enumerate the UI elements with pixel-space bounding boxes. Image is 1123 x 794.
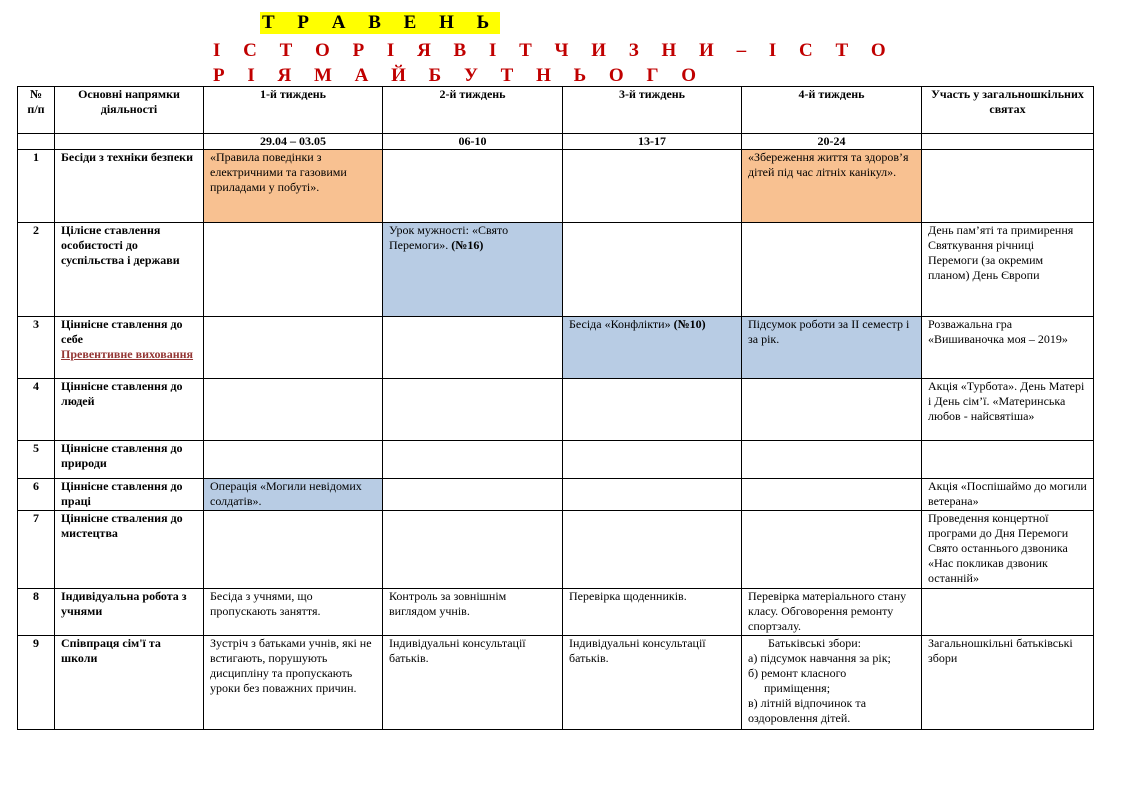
header-direction: Основні напрямки діяльності [55, 87, 204, 134]
cell-week-2: Контроль за зовнішнім виглядом учнів. [383, 589, 563, 636]
cell-week-3 [563, 150, 742, 223]
row-number: 3 [18, 317, 55, 379]
row-direction: Цілісне ставлення особистості до суспільства і держави [55, 223, 204, 317]
cell-week-2 [383, 511, 563, 589]
table-row [18, 479, 1094, 511]
header-holidays: Участь у загальношкільних святах [922, 87, 1094, 134]
cell-week-3: Індивідуальні консультації батьків. [563, 636, 742, 730]
cell-holidays [922, 150, 1094, 223]
table-row [18, 317, 1094, 379]
header-week-4: 4-й тиждень [742, 87, 922, 134]
month-title: Т Р А В Е Н Ь [262, 12, 499, 33]
row-direction: Бесіди з техніки безпеки [55, 150, 204, 223]
row-number: 2 [18, 223, 55, 317]
cell-week-4 [742, 441, 922, 479]
table-row [18, 379, 1094, 441]
cell-week-3 [563, 379, 742, 441]
cell-week-2 [383, 479, 563, 511]
cell-week-4 [742, 511, 922, 589]
cell-holidays: Акція «Поспішаймо до могили ветерана» [922, 479, 1094, 511]
header-week-1: 1-й тиждень [204, 87, 383, 134]
row-direction: Індивідуальна робота з учнями [55, 589, 204, 636]
cell-holidays: Розважальна гра «Вишиваночка моя – 2019» [922, 317, 1094, 379]
lesson-number: (№16) [451, 238, 484, 252]
cell-week-2: Індивідуальні консультації батьків. [383, 636, 563, 730]
cell-week-3 [563, 223, 742, 317]
table-row [18, 636, 1094, 730]
row-direction [55, 317, 204, 379]
row-number: 4 [18, 379, 55, 441]
cell-week-4: Підсумок роботи за ІІ семестр і за рік. [742, 317, 922, 379]
row-number: 6 [18, 479, 55, 511]
lesson-number: (№10) [673, 317, 706, 331]
cell-week-2 [383, 441, 563, 479]
cell-week-1 [204, 379, 383, 441]
date-week-2: 06-10 [383, 134, 563, 150]
cell-week-3 [563, 441, 742, 479]
cell-week-2 [383, 379, 563, 441]
cell-week-1: «Правила поведінки з електричними та газовими приладами у побуті». [204, 150, 383, 223]
row-number: 7 [18, 511, 55, 589]
cell-holidays: День пам’яті та примирення Святкування річниці Перемоги (за окремим планом) День Європи [922, 223, 1094, 317]
date-week-4: 20-24 [742, 134, 922, 150]
cell-week-3 [563, 511, 742, 589]
table-row [18, 511, 1094, 589]
table-row [18, 589, 1094, 636]
header-week-3: 3-й тиждень [563, 87, 742, 134]
table-row [18, 441, 1094, 479]
cell-week-3: Перевірка щоденників. [563, 589, 742, 636]
cell-week-2 [383, 150, 563, 223]
table-row [18, 223, 1094, 317]
cell-week-2 [383, 223, 563, 317]
cell-holidays [922, 589, 1094, 636]
cell-week-1: Бесіда з учнями, що пропускають заняття. [204, 589, 383, 636]
cell-week-1 [204, 317, 383, 379]
cell-holidays: Акція «Турбота». День Матері і День сім’ї. «Материнська любов - найсвятіша» [922, 379, 1094, 441]
meeting-item-c: в) літній відпочинок та оздоровлення дітей. [748, 696, 867, 725]
cell-week-4 [742, 223, 922, 317]
meeting-item-a: а) підсумок навчання за рік; [748, 651, 891, 665]
monthly-plan-table [17, 86, 1094, 730]
prevention-link[interactable]: Превентивне виховання [61, 347, 194, 361]
row-number: 1 [18, 150, 55, 223]
cell-week-1 [204, 223, 383, 317]
header-num: № п/п [18, 87, 55, 134]
meeting-item-b: б) ремонт класного приміщення; [748, 666, 847, 695]
row-direction: Ціннісне ставлення до природи [55, 441, 204, 479]
row-number: 9 [18, 636, 55, 730]
table-row [18, 150, 1094, 223]
date-week-3: 13-17 [563, 134, 742, 150]
cell-text: Бесіда «Конфлікти» [569, 317, 671, 331]
cell-week-4 [742, 379, 922, 441]
row-number: 8 [18, 589, 55, 636]
cell-week-1 [204, 441, 383, 479]
cell-week-3 [563, 317, 742, 379]
plan-subtitle: І С Т О Р І Я В І Т Ч И З Н И – І С Т О Р І Я М А Й Б У Т Н Ь О Г О [213, 40, 895, 86]
cell-holidays: Загальношкільні батьківські збори [922, 636, 1094, 730]
cell-week-4 [742, 479, 922, 511]
row-direction: Ціннісне стваления до мистецтва [55, 511, 204, 589]
row-direction: Співпраця сім'ї та школи [55, 636, 204, 730]
row-number: 5 [18, 441, 55, 479]
cell-week-4 [742, 636, 922, 730]
date-week-1: 29.04 – 03.05 [204, 134, 383, 150]
cell-text: Урок мужності: «Свято Перемоги». [389, 223, 509, 252]
header-week-2: 2-й тиждень [383, 87, 563, 134]
meeting-title: Батьківські збори: [768, 636, 861, 650]
cell-holidays [922, 441, 1094, 479]
cell-week-4: «Збереження життя та здоров’я дітей під час літніх канікул». [742, 150, 922, 223]
row-direction: Ціннісне ставлення до людей [55, 379, 204, 441]
row-direction: Ціннісне ставлення до праці [55, 479, 204, 511]
header-row [18, 87, 1094, 134]
dates-row [18, 134, 1094, 150]
cell-week-4: Перевірка матеріального стану класу. Обговорення ремонту спортзалу. [742, 589, 922, 636]
cell-week-1 [204, 511, 383, 589]
cell-week-2 [383, 317, 563, 379]
cell-week-3 [563, 479, 742, 511]
cell-week-1: Зустріч з батьками учнів, які не встигають, порушують дисципліну та пропускають уроки без поважних причин. [204, 636, 383, 730]
cell-holidays: Проведення концертної програми до Дня Перемоги Свято останнього дзвоника «Нас покликав дзвоник останній» [922, 511, 1094, 589]
direction-text: Ціннісне ставлення до себе [61, 317, 183, 346]
cell-week-1: Операція «Могили невідомих солдатів». [204, 479, 383, 511]
